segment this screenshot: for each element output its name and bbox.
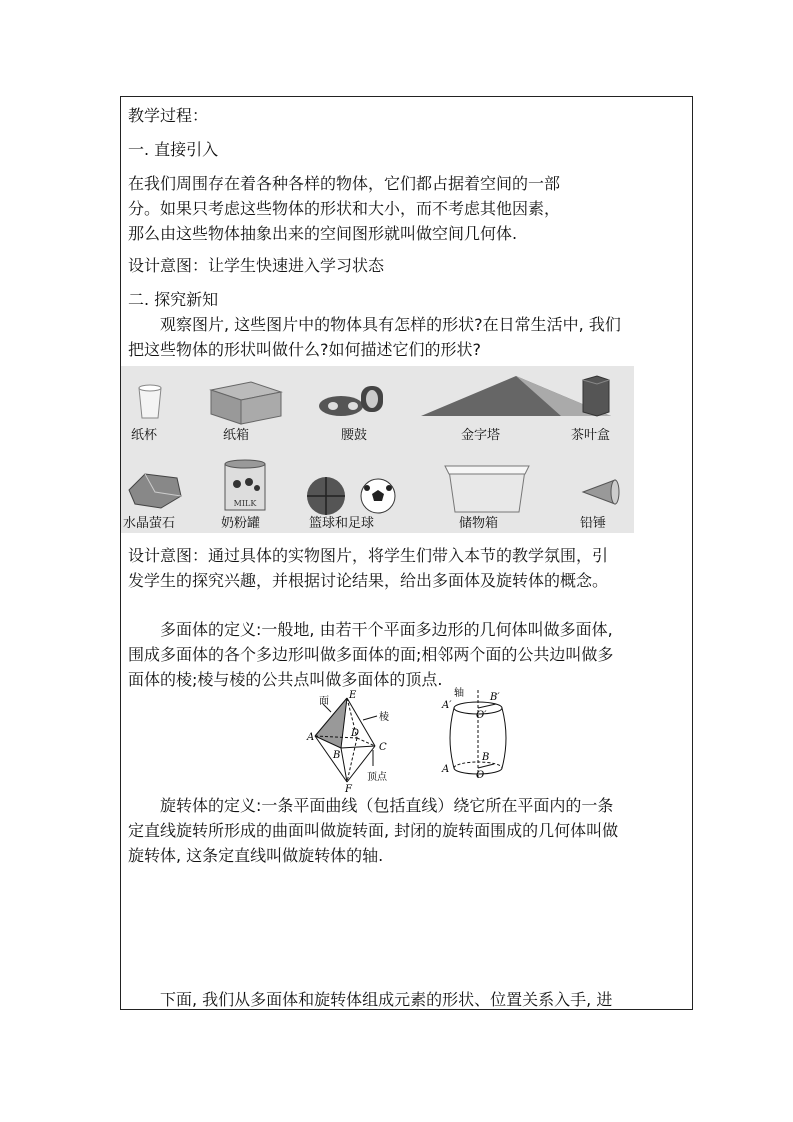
question-line: 观察图片, 这些图片中的物体具有怎样的形状?在日常生活中, 我们 xyxy=(160,315,621,334)
gallery-caption: 铅锤 xyxy=(580,516,607,531)
part2-heading: 二. 探究新知 xyxy=(128,290,219,309)
revolution-figure xyxy=(438,686,518,786)
basketball-icon xyxy=(307,477,345,515)
design-intent-line: 设计意图：通过具体的实物图片，将学生们带入本节的教学氛围，引 xyxy=(128,546,609,565)
label-D: D xyxy=(351,728,360,739)
rotation-def-line: 定直线旋转所形成的曲面叫做旋转面, 封闭的旋转面围成的几何体叫做 xyxy=(128,821,619,840)
object-gallery xyxy=(121,366,634,533)
polyhedron-def-line: 围成多面体的各个多边形叫做多面体的面;相邻两个面的公共边叫做多 xyxy=(128,645,614,664)
football-icon xyxy=(361,479,395,513)
question-line: 把这些物体的形状叫做什么?如何描述它们的形状? xyxy=(128,340,481,359)
section-title: 教学过程： xyxy=(128,106,209,125)
polyhedron-def-line: 面体的棱;棱与棱的公共点叫做多面体的顶点. xyxy=(128,670,443,689)
label-vertex: 顶点 xyxy=(367,772,387,783)
label-C: C xyxy=(379,742,387,753)
part1-heading: 一. 直接引入 xyxy=(128,140,219,159)
label-B: B xyxy=(333,750,341,761)
rotation-def-line: 旋转体的定义:一条平面曲线（包括直线）绕它所在平面内的一条 xyxy=(160,796,614,815)
gallery-caption: 储物箱 xyxy=(459,516,499,531)
gallery-caption: 纸箱 xyxy=(223,428,250,443)
gallery-caption: 金字塔 xyxy=(461,428,501,443)
waist-drum-icon xyxy=(319,386,383,416)
cardboard-box-icon xyxy=(211,382,281,424)
label-A: A xyxy=(307,732,315,743)
can-label: MILK xyxy=(233,499,257,508)
gallery-art xyxy=(121,366,634,533)
rotation-def-line: 旋转体, 这条定直线叫做旋转体的轴. xyxy=(128,846,384,865)
plumb-bob-icon xyxy=(583,480,619,504)
label-O-prime: O′ xyxy=(476,710,487,721)
label-A-prime: A′ xyxy=(442,700,452,711)
gallery-caption: 水晶萤石 xyxy=(123,516,176,531)
part1-para-line: 分。如果只考虑这些物体的形状和大小，而不考虑其他因素， xyxy=(128,199,561,218)
design-intent-line: 发学生的探究兴趣，并根据讨论结果，给出多面体及旋转体的概念。 xyxy=(128,571,609,590)
bottom-line: 下面, 我们从多面体和旋转体组成元素的形状、位置关系入手, 进 xyxy=(160,990,613,1009)
label-F: F xyxy=(345,784,352,794)
label-A-bottom: A xyxy=(442,764,450,775)
part1-para-line: 在我们周围存在着各种各样的物体，它们都占据着空间的一部 xyxy=(128,174,561,193)
label-axis: 轴 xyxy=(454,688,464,699)
crystal-fluorite-icon xyxy=(129,474,181,508)
paper-cup-icon xyxy=(139,385,161,418)
gallery-caption: 纸杯 xyxy=(131,428,158,443)
part1-para-line: 那么由这些物体抽象出来的空间图形就叫做空间几何体. xyxy=(128,224,518,243)
tea-box-icon xyxy=(583,376,609,416)
label-B-bottom: B xyxy=(482,752,490,763)
label-O-bottom: O xyxy=(476,770,485,781)
gallery-caption: 奶粉罐 xyxy=(221,516,261,531)
storage-box-icon xyxy=(445,466,529,512)
part1-design-intent: 设计意图：让学生快速进入学习状态 xyxy=(128,256,385,275)
label-face: 面 xyxy=(319,696,329,707)
label-E: E xyxy=(349,690,357,701)
label-B-prime: B′ xyxy=(490,692,500,703)
gallery-caption: 篮球和足球 xyxy=(309,516,375,531)
polyhedron-figure xyxy=(305,690,405,794)
milk-powder-can-icon xyxy=(225,460,265,510)
gallery-caption: 腰鼓 xyxy=(341,428,368,443)
gallery-caption: 茶叶盒 xyxy=(571,428,611,443)
polyhedron-def-line: 多面体的定义:一般地, 由若干个平面多边形的几何体叫做多面体, xyxy=(160,620,613,639)
label-edge: 棱 xyxy=(379,712,389,723)
